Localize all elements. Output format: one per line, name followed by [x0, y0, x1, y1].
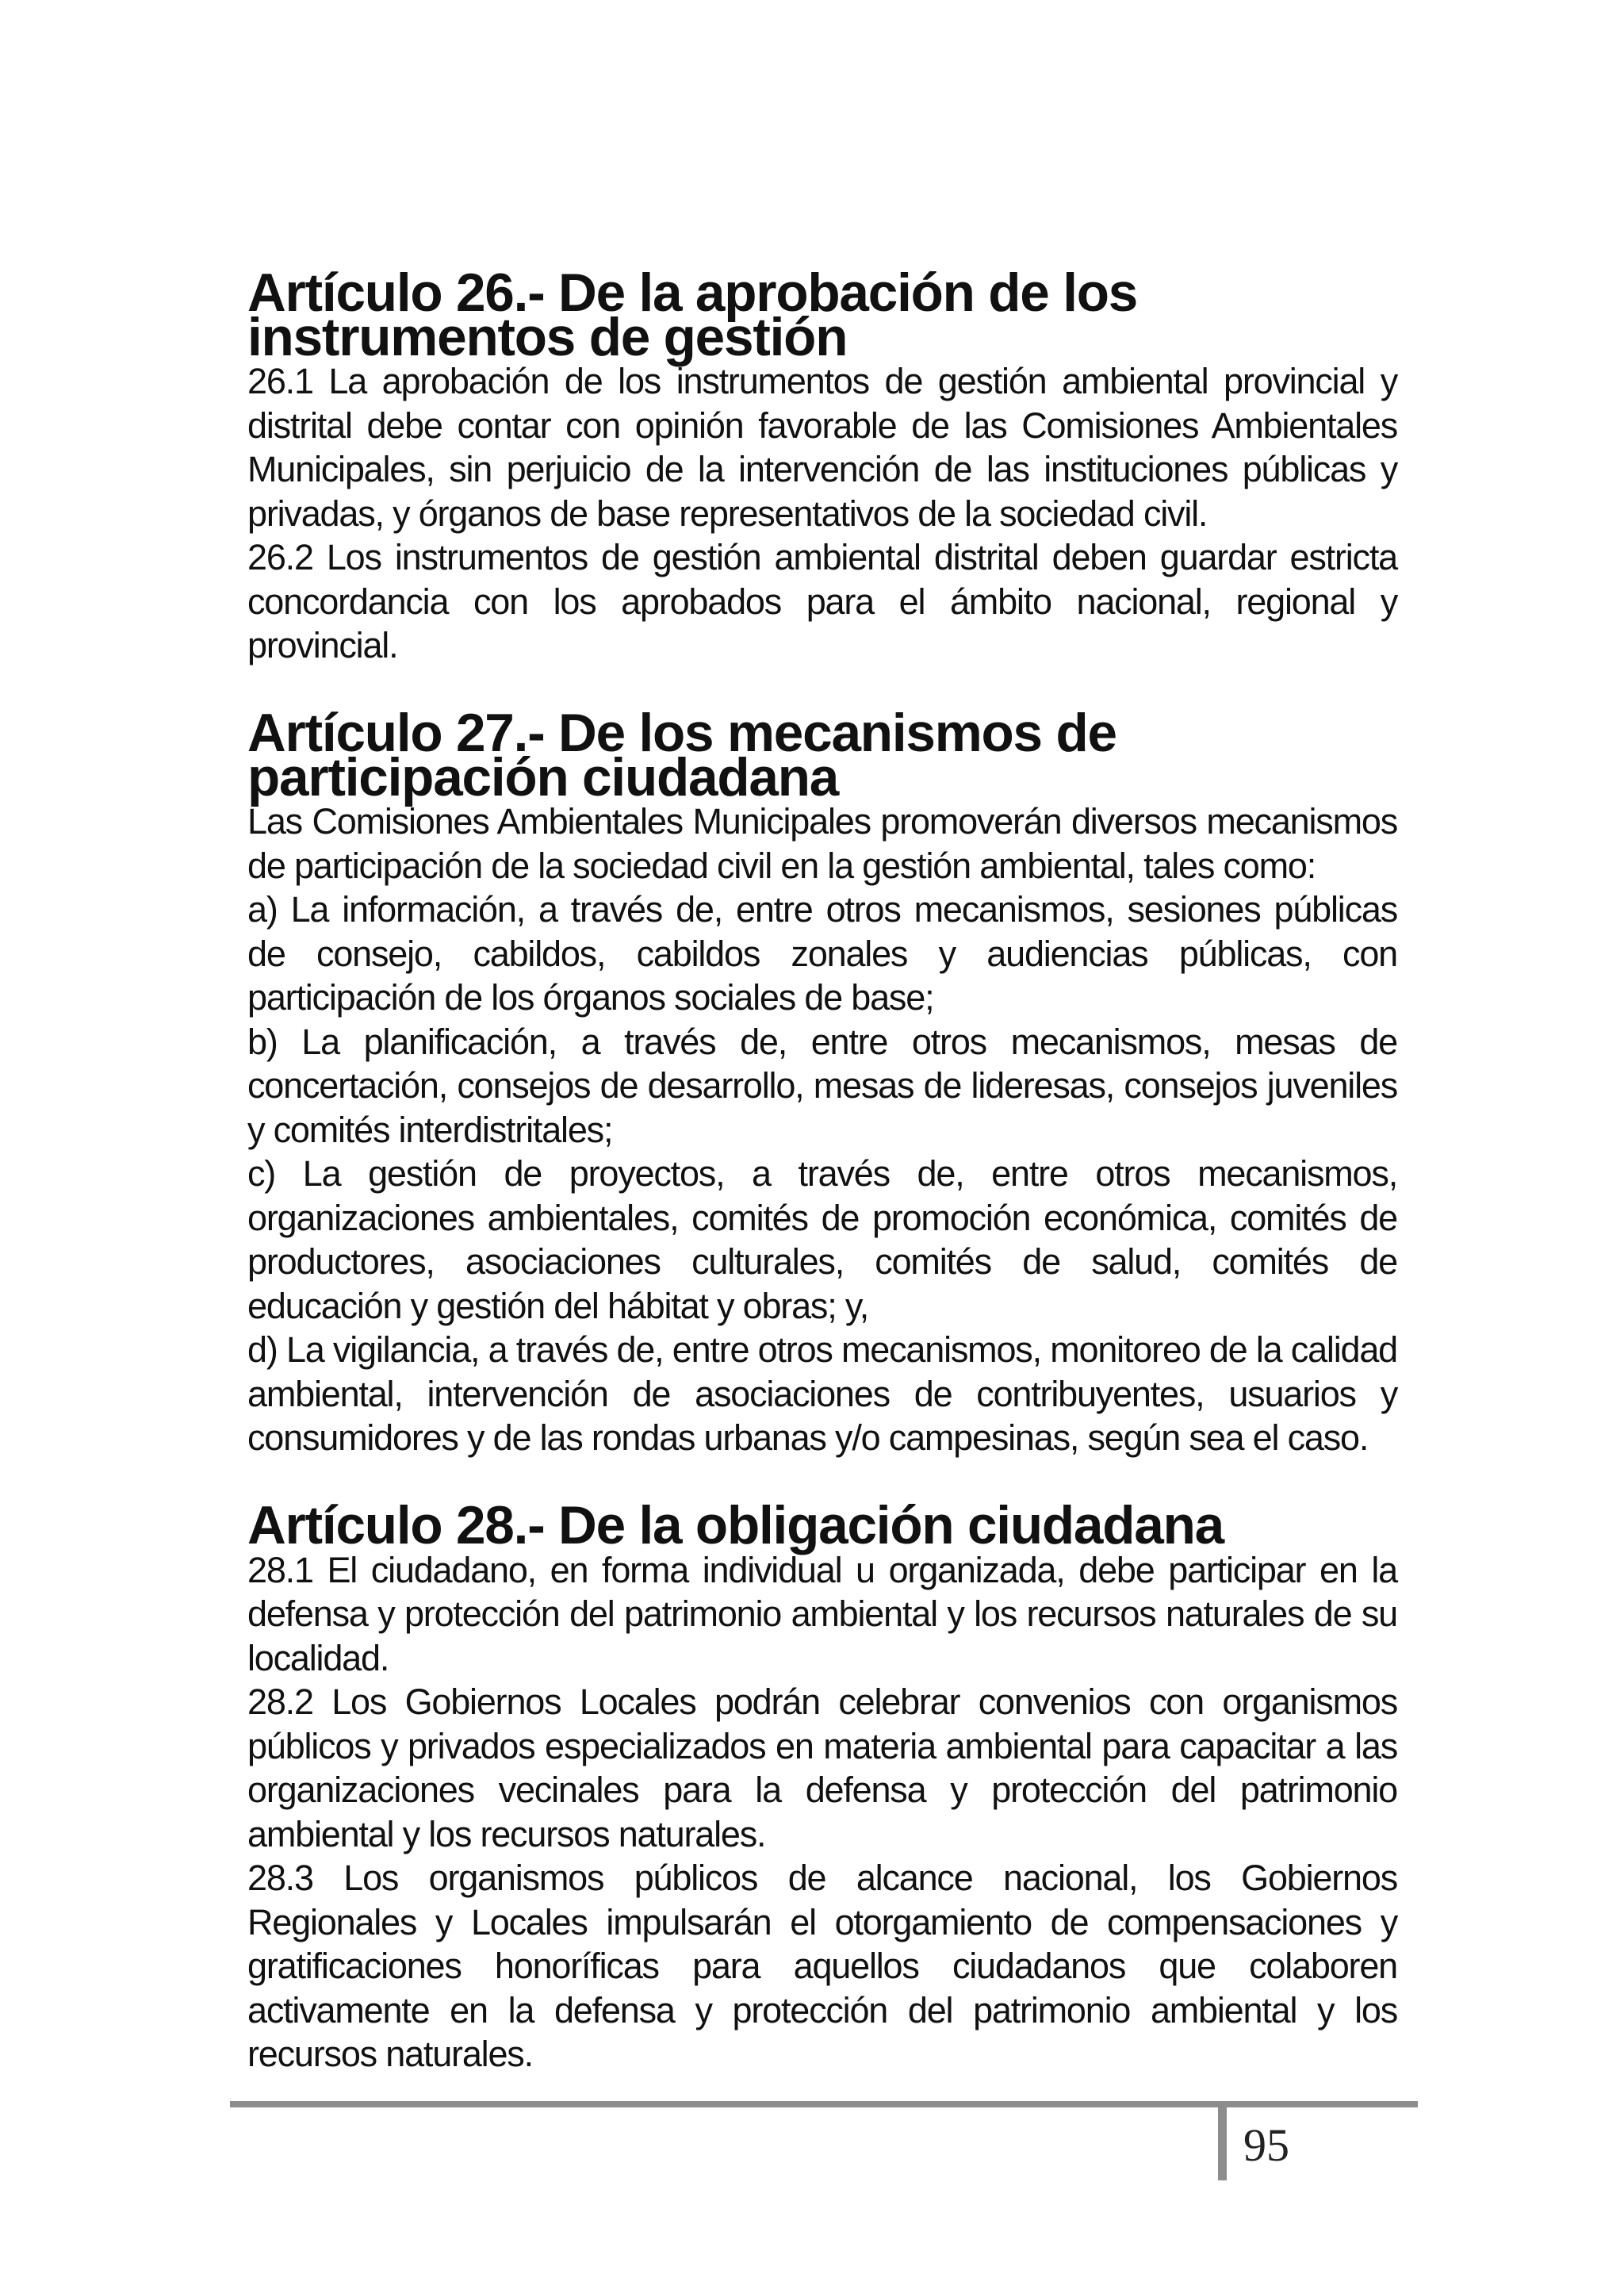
footer-divider	[1218, 2101, 1227, 2180]
paragraph: 26.1 La aprobación de los instrumentos de gestión ambiental provincial y distrital debe contar con opinión favorable de las Comisiones Ambientales Municipales, sin perjuicio de la intervención de las instituciones públicas y privadas, y órganos de base representativos de la sociedad civil.	[247, 361, 1397, 534]
article-27	[247, 704, 1397, 1460]
footer-rule	[230, 2101, 1418, 2107]
article-28	[247, 1496, 1397, 2077]
paragraph: 28.1 El ciudadano, en forma individual u organizada, debe participar en la defensa y protección del patrimonio ambiental y los recursos naturales de su localidad.	[247, 1549, 1397, 1678]
paragraph: Las Comisiones Ambientales Municipales promoverán diversos mecanismos de participación de la sociedad civil en la gestión ambiental, tales como:	[247, 801, 1397, 886]
paragraph: 26.2 Los instrumentos de gestión ambiental distrital deben guardar estricta concordancia con los aprobados para el ámbito nacional, regional y provincial.	[247, 537, 1397, 665]
paragraph: 28.3 Los organismos públicos de alcance nacional, los Gobiernos Regionales y Locales impulsarán el otorgamiento de compensaciones y gratificaciones honoríficas para aquellos ciudadanos que colaboren activamente en la defensa y protección del patrimonio ambiental y los recursos naturales.	[247, 1858, 1397, 2074]
list-item: a) La información, a través de, entre otros mecanismos, sesiones públicas de consejo, cabildos, cabildos zonales y audiencias públicas, con participación de los órganos sociales de base;	[247, 889, 1397, 1018]
article-title: Artículo 26.- De la aprobación de los instrumentos de gestión	[247, 263, 1138, 367]
article-26	[247, 263, 1397, 668]
page-number: 95	[1243, 2119, 1289, 2171]
article-title: Artículo 27.- De los mecanismos de participación ciudadana	[247, 704, 1116, 807]
paragraph: 28.2 Los Gobiernos Locales podrán celebrar convenios con organismos públicos y privados especializados en materia ambiental para capacitar a las organizaciones vecinales para la defensa y protección del patrimonio ambiental y los recursos naturales.	[247, 1682, 1397, 1854]
document-body	[247, 263, 1397, 2077]
list-item: b) La planificación, a través de, entre otros mecanismos, mesas de concertación, consejos de desarrollo, mesas de lideresas, consejos juveniles y comités interdistritales;	[247, 1021, 1397, 1150]
list-item: d) La vigilancia, a través de, entre otros mecanismos, monitoreo de la calidad ambiental, intervención de asociaciones de contribuyentes, usuarios y consumidores y de las rondas urbanas y/o campesinas, según sea el caso.	[247, 1329, 1397, 1458]
list-item: c) La gestión de proyectos, a través de, entre otros mecanismos, organizaciones ambientales, comités de promoción económica, comités de productores, asociaciones culturales, comités de salud, comités de educación y gestión del hábitat y obras; y,	[247, 1153, 1397, 1326]
article-title: Artículo 28.- De la obligación ciudadana	[247, 1496, 1224, 1555]
